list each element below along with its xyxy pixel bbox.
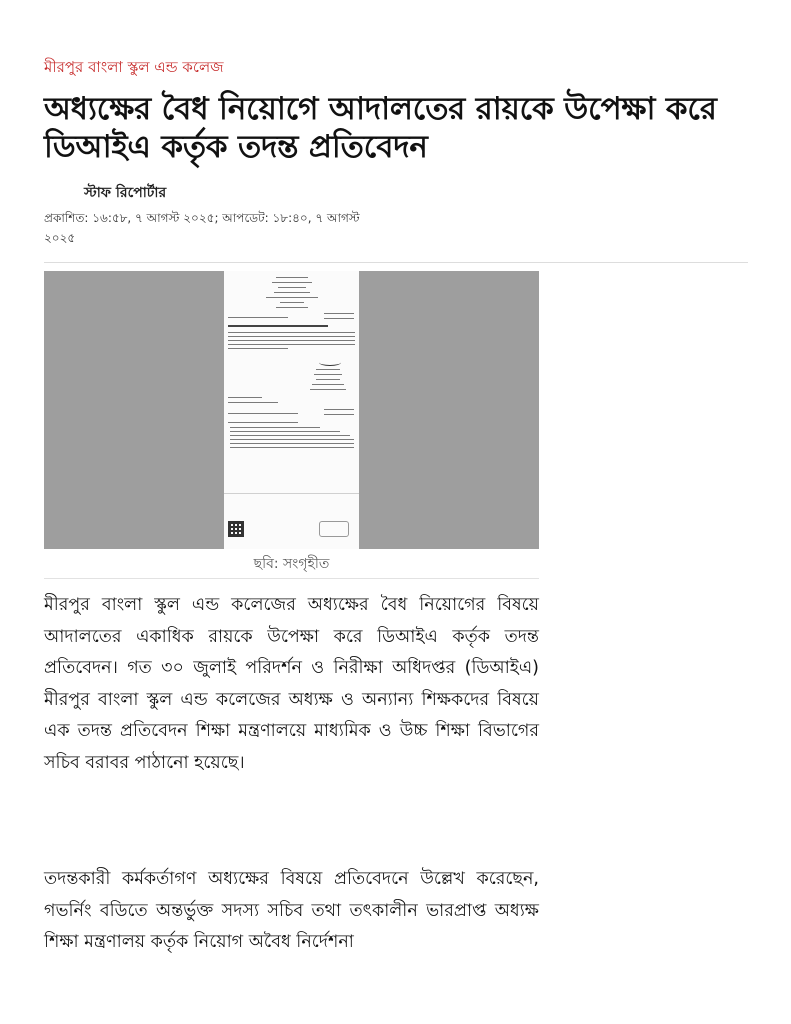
caption-divider [44, 578, 539, 579]
publish-timestamp: প্রকাশিত: ১৬:৫৮, ৭ আগস্ট ২০২৫; আপডেট: ১৮:৪০, ৭ আগস্ট ২০২৫ [44, 211, 360, 245]
stamp-icon [319, 521, 349, 537]
header-divider [44, 262, 748, 263]
article-photo[interactable] [44, 271, 539, 549]
author-name[interactable]: স্টাফ রিপোর্টার [84, 185, 167, 201]
category-link[interactable]: মীরপুর বাংলা স্কুল এন্ড কলেজ [44, 58, 224, 76]
article-paragraph: মীরপুর বাংলা স্কুল এন্ড কলেজের অধ্যক্ষের বৈধ নিয়োগের বিষয়ে আদালতের একাধিক রায়কে উপেক্ষা করে ডিআইএ কর্তৃক তদন্ত প্রতিবেদন। গত ৩০ জুলাই পরিদর্শন ও নিরীক্ষা অধিদপ্তর (ডিআইএ) মীরপুর বাংলা স্কুল এন্ড কলেজের অধ্যক্ষ ও অন্যান্য শিক্ষকদের বিষয়ে এক তদন্ত প্রতিবেদন শিক্ষা মন্ত্রণালয়ে মাধ্যমিক ও উচ্চ শিক্ষা বিভাগের সচিব বরাবর পাঠানো হয়েছে। [44, 595, 539, 773]
article-paragraph: তদন্তকারী কর্মকর্তাগণ অধ্যক্ষের বিষয়ে প্রতিবেদনে উল্লেখ করেছেন, গভর্নিং বডিতে অন্তর্ভুক্ত সদস্য সচিব তথা তৎকালীন ভারপ্রাপ্ত অধ্যক্ষ শিক্ষা মন্ত্রণালয় কর্তৃক নিয়োগ অবৈধ নির্দেশনা [44, 869, 539, 952]
photo-caption: ছবি: সংগৃহীত [253, 556, 330, 572]
headline: অধ্যক্ষের বৈধ নিয়োগে আদালতের রায়কে উপেক্ষা করে ডিআইএ কর্তৃক তদন্ত প্রতিবেদন [44, 91, 717, 165]
document-image [224, 271, 359, 549]
qr-code-icon [228, 521, 244, 537]
